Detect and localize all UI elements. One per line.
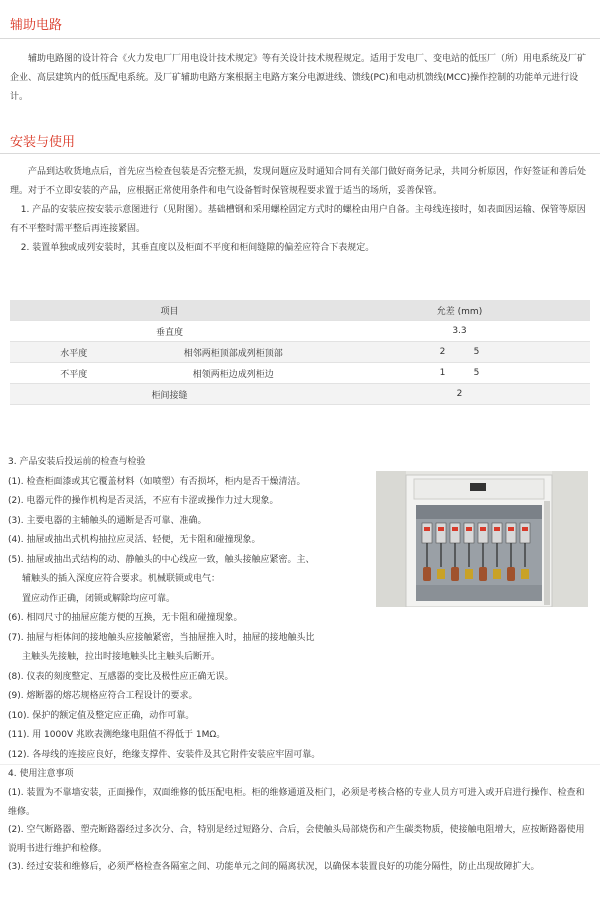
- group-label: 水平度: [60, 348, 88, 359]
- list-item: 置应动作正确，闭锁或解除均应可靠。: [22, 593, 176, 604]
- switchgear-cabinet-photo: [376, 471, 588, 607]
- list-item: (2). 空气断路器、塑壳断路器经过多次分、合，特别是经过短路分、合后，会使触头局部烧伤和产生碳类物质，使接触电阻增大，应按断路器使用说明书进行维护和检修。: [8, 825, 585, 854]
- list-item: (3). 经过安装和维修后，必须严格检查各隔室之间、功能单元之间的隔离状况，以确保本装置良好的功能分隔性，防止出现故障扩大。: [8, 862, 540, 872]
- table-row: [10, 363, 590, 384]
- row-value: 2: [439, 347, 446, 357]
- divider: [0, 153, 600, 154]
- list-title: 4. 使用注意事项: [8, 769, 74, 779]
- list-item: 辅触头的插入深度应符合要求。机械联锁或电气：: [22, 574, 221, 584]
- row-value: 2: [329, 384, 590, 405]
- list-item: (4). 抽屉或抽出式机构抽拉应灵活、轻便，无卡阻和碰撞现象。: [8, 535, 261, 545]
- paragraph: 2. 装置单独或成列安装时，其垂直度以及柜面不平度和柜间缝隙的偏差应符合下表规定。: [20, 243, 375, 253]
- list-item: (1). 检查柜面漆或其它覆盖材料（如喷塑）有否损坏，柜内是否干燥清洁。: [8, 476, 306, 487]
- list-title: 3. 产品安装后投运前的检查与检验: [8, 457, 146, 467]
- row-label: 垂直度: [10, 321, 329, 342]
- divider: [0, 764, 600, 765]
- usage-list: [8, 784, 588, 877]
- section-title-auxiliary-circuit: 辅助电路: [10, 18, 63, 33]
- group-label: 不平度: [60, 369, 88, 380]
- divider: [0, 38, 600, 39]
- tolerance-table: [10, 300, 590, 405]
- row-value: 5: [473, 368, 480, 378]
- list-item: (12). 各母线的连接应良好，绝缘支撑件、安装件及其它附件安装应牢固可靠。: [8, 749, 321, 760]
- row-value: 3.3: [329, 321, 590, 342]
- row-values: [329, 363, 590, 384]
- header-tolerance: 允差 (mm): [329, 300, 590, 321]
- list-item: (8). 仪表的刻度整定、互感器的变比及极性应正确无误。: [8, 671, 234, 682]
- list-item: 主触头先接触，拉出时接地触头比主触头后断开。: [22, 652, 221, 662]
- row-values: [329, 342, 590, 363]
- table-header-row: [10, 300, 590, 321]
- row-label-group: [10, 363, 329, 384]
- list-item: (3). 主要电器的主辅触头的通断是否可靠、准确。: [8, 515, 207, 526]
- row-label-group: [10, 342, 329, 363]
- row-desc: 相邻两柜顶部成列柜顶部: [183, 348, 283, 359]
- cabinet-illustration: [376, 471, 588, 607]
- list-item: (1). 装置为不靠墙安装，正面操作，双面维修的低压配电柜。柜的维修通道及柜门，必须是考核合格的专业人员方可进入或开启进行操作、检查和维修。: [8, 788, 585, 817]
- installation-text: [10, 163, 590, 258]
- row-value: 1: [439, 368, 446, 378]
- list-item: (5). 抽屉或抽出式结构的动、静触头的中心线应一致，触头接触应紧密。主、: [8, 554, 315, 565]
- paragraph: 辅助电路图的设计符合《火力发电厂厂用电设计技术规定》等有关设计技术规程规定。适用于发电厂、变电站的低压厂（所）用电系统及厂矿企业、高层建筑内的低压配电系统。及厂矿辅助电路方案根据主电路方案分电源进线、馈线(PC)和电动机馈线(MCC)操作控制的功能单元进行设计。: [10, 54, 587, 102]
- list-item: (10). 保护的额定值及整定应正确，动作可靠。: [8, 710, 195, 721]
- row-desc: 相领两柜边成列柜边: [192, 369, 274, 380]
- table-row: [10, 321, 590, 342]
- list-item: (11). 用 1000V 兆欧表测绝缘电阻值不得低于 1MΩ。: [8, 730, 226, 740]
- list-item: (9). 熔断器的熔芯规格应符合工程设计的要求。: [8, 691, 198, 701]
- section-title-installation: 安装与使用: [10, 135, 76, 150]
- table-row: [10, 384, 590, 405]
- auxiliary-circuit-text: [10, 50, 590, 107]
- row-value: 5: [473, 347, 480, 357]
- list-item: (2). 电器元件的操作机构是否灵活，不应有卡涩或操作力过大现象。: [8, 496, 279, 506]
- inspection-list: [8, 453, 320, 765]
- row-label: 柜间接缝: [10, 384, 329, 405]
- table-row: [10, 342, 590, 363]
- list-item: (6). 相同尺寸的抽屉应能方便的互换，无卡阻和碰撞现象。: [8, 613, 243, 623]
- header-item: 项目: [10, 300, 329, 321]
- list-item: (7). 抽屉与柜体间的接地触头应接触紧密，当抽屉推入时，抽屉的接地触头比: [8, 632, 315, 643]
- usage-title-block: [8, 765, 73, 785]
- paragraph: 产品到达收货地点后，首先应当检查包装是否完整无损，发现问题应及时通知合同有关部门做好商务记录，共同分析原因，作好签证和善后处理。对于不立即安装的产品，应根据正常使用条件和电气设备暂时保管规程要求置于适当的场所，妥善保管。: [10, 167, 587, 196]
- paragraph: 1. 产品的安装应按安装示意图进行（见附图）。基础槽钢和采用螺栓固定方式时的螺栓由用户自备。主母线连接时，如表面因运输、保管等原因有不平整时需平整后再连接紧固。: [10, 205, 586, 234]
